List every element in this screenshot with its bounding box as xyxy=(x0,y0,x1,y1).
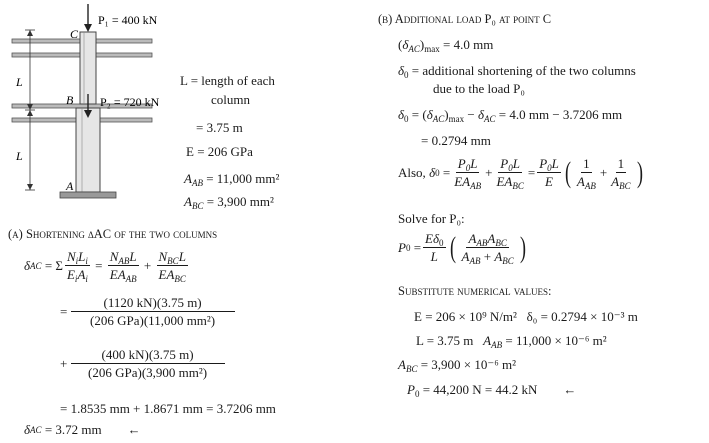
delta0-definition-cont: due to the load P₀ xyxy=(433,81,525,96)
substitute-l-aab: L = 3.75 m $A_{AB} = 11,000 \times 10^{-6}$ m² xyxy=(416,333,607,350)
result-arrow-icon: ← xyxy=(127,422,141,437)
part-b-heading: (b) Additional load P₀ at point C xyxy=(378,12,552,26)
modulus-value: E = 206 GPa xyxy=(186,144,253,159)
length-label-upper: L xyxy=(16,75,23,89)
term-bc-fraction: + $\frac{(400 kN)(3.75 m)}{\text{(206 GPa)(3,900 mm²)}}$ xyxy=(60,348,225,379)
column-diagram xyxy=(0,0,200,200)
shortening-sum: = 1.8535 mm + 1.8671 mm = 3.7206 mm xyxy=(60,401,276,416)
column-bc xyxy=(80,32,96,104)
max-deflection: $(\delta_{AC})_{max} = 4.0$ mm xyxy=(398,37,494,54)
delta0-calculation: $\delta_0 = (\delta_{AC})_{max} - \delta_{AC} = 4.0$ mm − 3.7206 mm xyxy=(398,107,623,124)
load-p1-label: P₁ = 400 kN xyxy=(98,13,158,27)
solve-label: Solve for P₀: xyxy=(398,211,465,226)
length-definition-cont: column xyxy=(211,92,250,107)
delta0-value: = 0.2794 mm xyxy=(421,133,491,148)
substitute-label: Substitute numerical values: xyxy=(398,284,552,298)
point-c-label: C xyxy=(70,27,79,41)
delta0-definition: $\delta_0$ = additional shortening of the two columns xyxy=(398,63,636,80)
also-equation: Also, δ 0 = $\frac{P_0L}{EA_{AB}}$ + $\frac{P_0L}{EA_{BC}}$ = $\frac{P_0L}{E}$ ( $\frac{1}{A_{AB}}$ + $\frac{1}{A_{BC}}$ ) xyxy=(398,155,643,191)
length-value: = 3.75 m xyxy=(196,120,243,135)
area-bc-value: $A_{BC} = 3,900$ mm² xyxy=(184,194,274,211)
area-ab-value: $A_{AB} = 11,000$ mm² xyxy=(184,171,280,188)
term-ab-fraction: = $\frac{(1120 kN)(3.75 m)}{\text{(206 GPa)(11,000 mm²)}}$ xyxy=(60,296,235,327)
load-arrow-p1 xyxy=(84,4,92,32)
part-a-heading: (a) Shortening δAC of the two columns xyxy=(8,227,218,241)
point-b-label: B xyxy=(66,93,74,107)
p0-result: $P_0 = 44,200$ N = 44.2 kN ← xyxy=(407,382,577,399)
substitute-abc: $A_{BC} = 3,900 \times 10^{-6}$ m² xyxy=(398,357,517,374)
length-label-lower: L xyxy=(16,149,23,163)
length-definition: L = length of each xyxy=(180,73,275,88)
column-ab xyxy=(76,108,100,192)
result-arrow-icon: ← xyxy=(563,382,577,397)
substitute-e-delta0: E = 206 × 10⁹ N/m² δ₀ = 0.2794 × 10⁻³ m xyxy=(414,309,638,324)
point-a-label: A xyxy=(66,179,74,193)
shortening-formula: δ AC = Σ $\frac{N_iL_i}{E_iA_i}$ = $\frac{N_{AB}L}{EA_{AB}}$ + $\frac{N_{BC}L}{EA_{BC}}$ xyxy=(24,249,186,284)
load-p2-label: P₂ = 720 kN xyxy=(100,95,160,109)
p0-formula: P 0 = $\frac{E\delta_0}{L}$ ( $\frac{A_{AB}A_{BC}}{A_{AB} + A_{BC}}$ ) xyxy=(398,230,526,266)
shortening-result: δ AC = 3.72 mm ← xyxy=(24,422,141,437)
